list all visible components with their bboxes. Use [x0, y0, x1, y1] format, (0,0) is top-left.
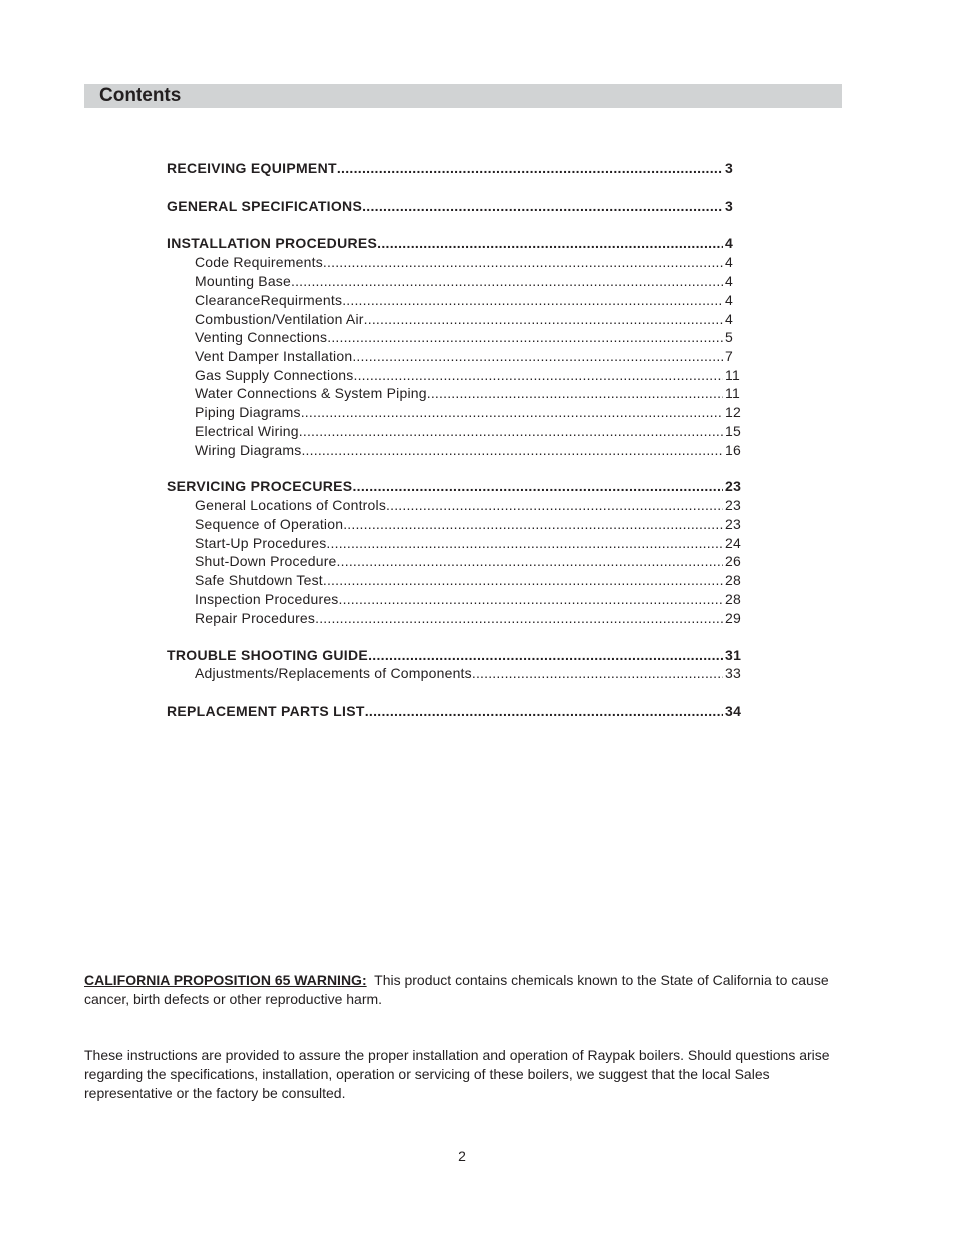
toc-leader-dots: [337, 159, 723, 177]
toc-leader-dots: [377, 234, 723, 252]
toc-leader-dots: [299, 422, 723, 440]
toc-entry: [167, 664, 745, 682]
toc-entry: [167, 366, 745, 384]
toc-entry: [167, 291, 745, 309]
toc-entry-page: 34: [725, 703, 742, 719]
toc-entry-page: 33: [725, 665, 741, 681]
toc-entry: [167, 441, 745, 459]
toc-leader-dots: [472, 664, 723, 682]
toc-entry: [167, 328, 745, 346]
toc-entry-title: RECEIVING EQUIPMENT: [167, 160, 337, 176]
page-title: Contents: [99, 85, 182, 106]
toc-entry: [167, 272, 745, 290]
page-number: 2: [458, 1148, 466, 1164]
toc-leader-dots: [354, 366, 724, 384]
toc-entry-page: 28: [725, 591, 741, 607]
contents-header-bar: [84, 84, 842, 108]
toc-leader-dots: [368, 646, 723, 664]
toc-leader-dots: [291, 272, 723, 290]
toc-entry-page: 23: [725, 516, 741, 532]
toc-leader-dots: [327, 328, 723, 346]
warning-text: This product contains chemicals known to the State of California to cause cancer, birth defects or other reproductive harm.: [84, 972, 829, 1007]
toc-entry: [167, 310, 745, 328]
toc-leader-dots: [301, 403, 723, 421]
toc-entry: [167, 609, 745, 627]
toc-entry-page: 23: [725, 478, 742, 494]
toc-entry-title: Electrical Wiring: [195, 423, 299, 439]
toc-leader-dots: [343, 515, 723, 533]
toc-entry-title: Start-Up Procedures: [195, 535, 327, 551]
toc-leader-dots: [352, 477, 723, 495]
toc-leader-dots: [323, 253, 723, 271]
toc-entry-title: Gas Supply Connections: [195, 367, 354, 383]
toc-entry: [167, 590, 745, 608]
toc-leader-dots: [323, 571, 723, 589]
instructions-text: These instructions are provided to assure the proper installation and operation of Raypak boilers. Should questions arise regarding the specifications, installation, operation or servicing of these boilers, we suggest that the local Sales representative or the factory be consulted.: [84, 1047, 830, 1101]
toc-entry-title: ClearanceRequirments: [195, 292, 343, 308]
prop65-warning: [84, 971, 844, 1009]
toc-entry: [167, 403, 745, 421]
toc-entry: [167, 477, 745, 495]
toc-entry-title: Mounting Base: [195, 273, 291, 289]
toc-entry-title: Repair Procedures: [195, 610, 316, 626]
toc-entry: [167, 422, 745, 440]
toc-entry-page: 26: [725, 553, 741, 569]
toc-entry-page: 5: [725, 329, 733, 345]
toc-entry-title: Combustion/Ventilation Air: [195, 311, 364, 327]
toc-entry: [167, 253, 745, 271]
toc-entry-page: 3: [725, 160, 734, 176]
toc-entry: [167, 571, 745, 589]
toc-entry-page: 29: [725, 610, 741, 626]
toc-entry: [167, 515, 745, 533]
toc-entry-title: GENERAL SPECIFICATIONS: [167, 198, 363, 214]
toc-entry-page: 4: [725, 235, 734, 251]
toc-leader-dots: [365, 702, 723, 720]
toc-entry-title: Inspection Procedures: [195, 591, 339, 607]
toc-entry-title: Piping Diagrams: [195, 404, 301, 420]
toc-entry: [167, 347, 745, 365]
toc-entry-page: 3: [725, 198, 734, 214]
toc-leader-dots: [339, 590, 723, 608]
toc-entry-page: 11: [725, 385, 740, 401]
toc-entry-page: 4: [725, 292, 733, 308]
toc-entry: [167, 534, 745, 552]
toc-entry: [167, 159, 745, 177]
toc-leader-dots: [301, 441, 723, 459]
toc-entry-page: 16: [725, 442, 741, 458]
toc-entry-page: 12: [725, 404, 741, 420]
toc-entry-page: 7: [725, 348, 733, 364]
toc-leader-dots: [315, 609, 723, 627]
toc-entry-title: Water Connections & System Piping: [195, 385, 427, 401]
toc-entry: [167, 234, 745, 252]
warning-label: CALIFORNIA PROPOSITION 65 WARNING:: [84, 972, 367, 988]
toc-entry: [167, 496, 745, 514]
toc-entry-page: 24: [725, 535, 741, 551]
toc-entry-title: Sequence of Operation: [195, 516, 344, 532]
toc-entry-page: 15: [725, 423, 741, 439]
toc-entry: [167, 552, 745, 570]
toc-entry-page: 31: [725, 647, 742, 663]
toc-entry-title: Shut-Down Procedure: [195, 553, 337, 569]
toc-leader-dots: [362, 197, 723, 215]
toc-entry-title: SERVICING PROCECURES: [167, 478, 353, 494]
toc-entry-title: INSTALLATION PROCEDURES: [167, 235, 378, 251]
toc-entry-title: Vent Damper Installation: [195, 348, 353, 364]
toc-entry-title: General Locations of Controls: [195, 497, 387, 513]
toc-entry-title: Adjustments/Replacements of Components: [195, 665, 472, 681]
toc-leader-dots: [386, 496, 723, 514]
toc-entry-title: Venting Connections: [195, 329, 328, 345]
toc-entry-title: TROUBLE SHOOTING GUIDE: [167, 647, 369, 663]
toc-entry-page: 4: [725, 254, 733, 270]
toc-entry-title: Safe Shutdown Test: [195, 572, 323, 588]
toc-entry-page: 4: [725, 311, 733, 327]
toc-entry: [167, 702, 745, 720]
toc-leader-dots: [342, 291, 723, 309]
toc-entry-page: 28: [725, 572, 741, 588]
toc-entry-title: Code Requirements: [195, 254, 323, 270]
toc-entry-page: 11: [725, 367, 740, 383]
toc-leader-dots: [427, 384, 723, 402]
toc-leader-dots: [326, 534, 723, 552]
toc-entry-title: Wiring Diagrams: [195, 442, 302, 458]
toc-entry-page: 23: [725, 497, 741, 513]
toc-entry: [167, 646, 745, 664]
toc-entry: [167, 197, 745, 215]
toc-entry-title: REPLACEMENT PARTS LIST: [167, 703, 365, 719]
toc-entry-page: 4: [725, 273, 733, 289]
toc-leader-dots: [364, 310, 723, 328]
instructions-paragraph: [84, 1046, 844, 1103]
toc-leader-dots: [352, 347, 723, 365]
toc-leader-dots: [337, 552, 723, 570]
toc-entry: [167, 384, 745, 402]
